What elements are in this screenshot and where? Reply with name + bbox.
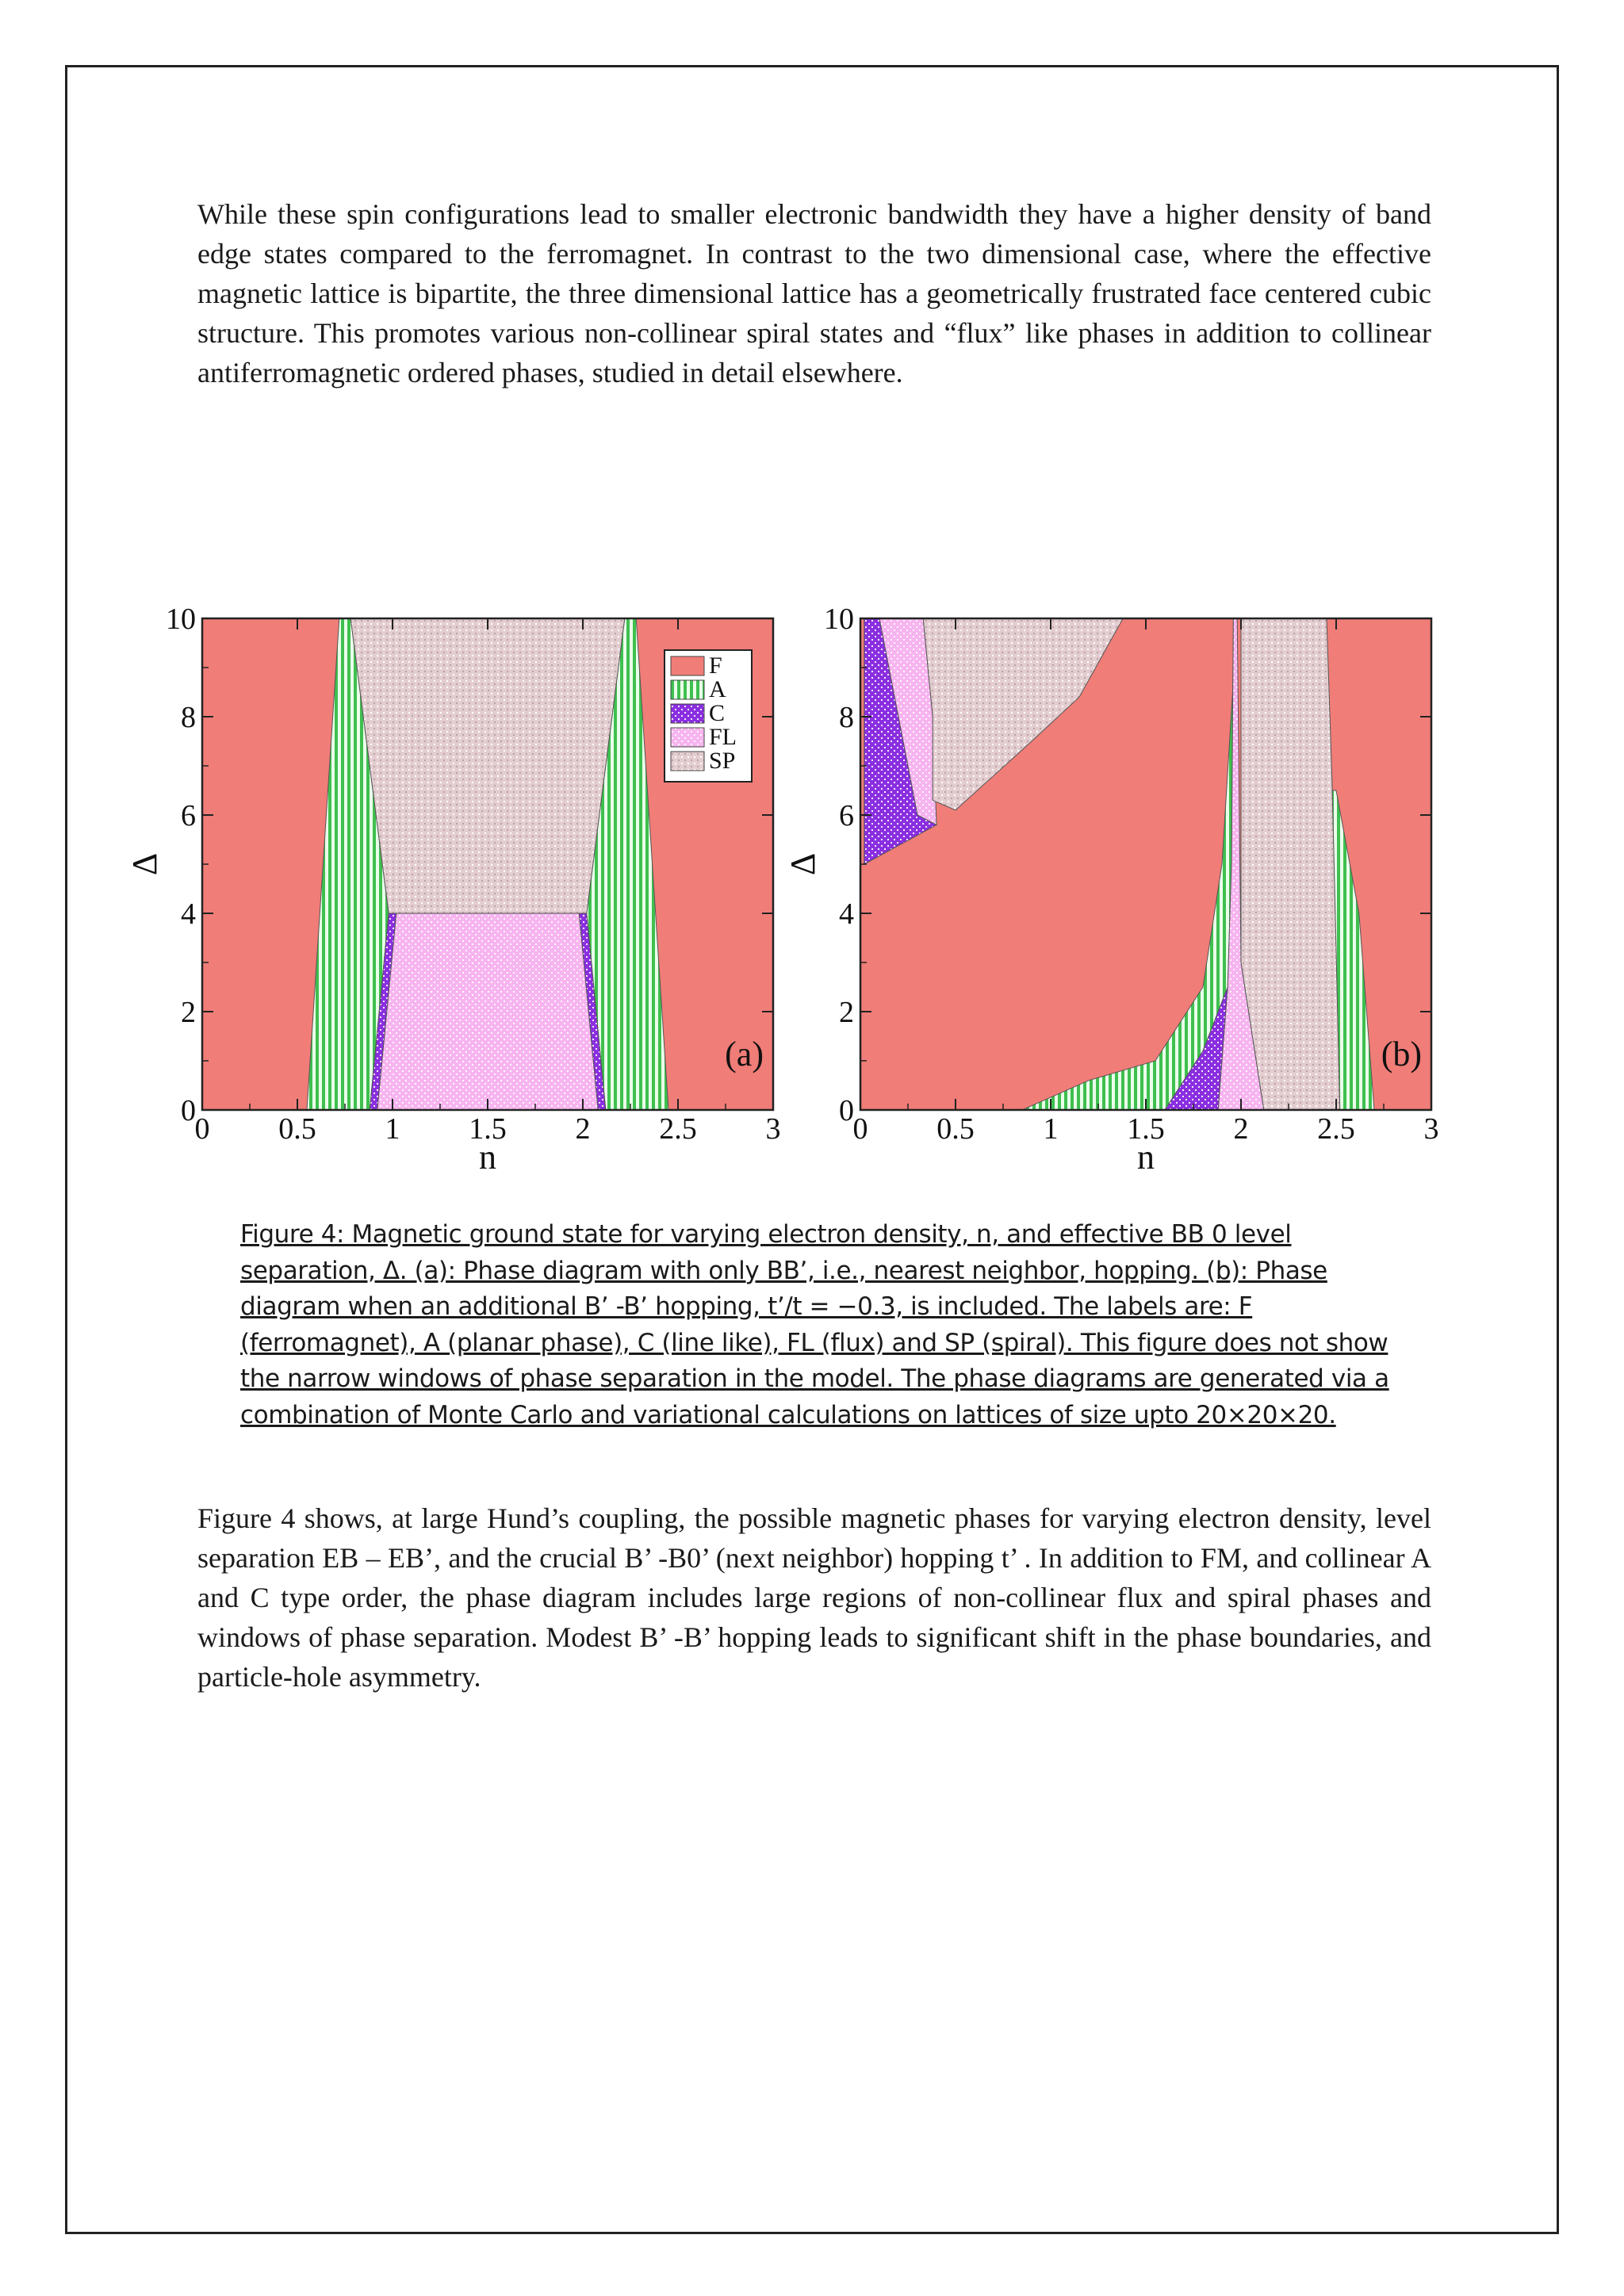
legend-swatch-C (671, 704, 704, 723)
y-tick-label: 10 (166, 603, 196, 636)
x-tick-label: 0.5 (278, 1112, 316, 1146)
y-tick-label: 0 (839, 1094, 854, 1127)
panel-label: (b) (1381, 1035, 1422, 1074)
legend-label-FL: FL (709, 724, 737, 750)
phase-region-SP (350, 618, 625, 913)
y-tick-label: 6 (181, 799, 196, 832)
y-tick-label: 6 (839, 799, 854, 832)
y-axis-title: Δ (125, 852, 164, 876)
x-tick-label: 2 (1233, 1112, 1249, 1146)
x-tick-label: 2 (575, 1112, 591, 1146)
y-tick-label: 4 (839, 897, 854, 931)
figure-caption: Figure 4: Magnetic ground state for varying electron density, n, and effective BB 0 level separation, Δ. (a): Phase diagram with only BB’, i.e., nearest neighbor, hopping. (b): Phase diagram when an additional B’ -B’ hopping, t’/t = −0.3, is included. The labels are: F (ferromagnet), A (planar phase), C (line like), FL (flux) and SP (spiral). This figure does not show the narrow windows of phase separation in the model. The phase diagrams are generated via a combination of Monte Carlo and variational calculations on lattices of size upto 20×20×20. (240, 1220, 1389, 1429)
legend-swatch-A (671, 680, 704, 699)
phase-region-SP (1241, 618, 1340, 1110)
y-tick-label: 4 (181, 897, 196, 931)
x-tick-label: 1.5 (1127, 1112, 1165, 1146)
y-axis-title: Δ (783, 852, 822, 876)
legend-swatch-FL (671, 728, 704, 747)
phase-region-FL (377, 913, 598, 1110)
x-tick-label: 2.5 (1317, 1112, 1355, 1146)
legend-label-F: F (709, 652, 722, 679)
x-axis-title: n (1137, 1138, 1155, 1177)
legend-label-SP: SP (709, 748, 736, 774)
figure-4 (119, 591, 1515, 1193)
legend-swatch-F (671, 656, 704, 675)
x-axis-title: n (479, 1138, 496, 1177)
y-tick-label: 10 (824, 603, 854, 636)
x-tick-label: 1 (385, 1112, 400, 1146)
y-tick-label: 8 (181, 701, 196, 734)
y-tick-label: 8 (839, 701, 854, 734)
x-tick-label: 0 (194, 1112, 210, 1146)
discussion-paragraph: Figure 4 shows, at large Hund’s coupling, the possible magnetic phases for varying electron density, level separation EB – EB’, and the crucial B’ -B0’ (next neighbor) hopping t’ . In addition to FM, and collinear A and C type order, the phase diagram includes large regions of non-collinear flux and spiral phases and windows of phase separation. Modest B’ -B’ hopping leads to significant shift in the phase boundaries, and particle-hole asymmetry. (197, 1502, 1431, 1693)
legend (665, 650, 752, 782)
intro-paragraph: While these spin configurations lead to smaller electronic bandwidth they have a higher density of band edge states compared to the ferromagnet. In contrast to the two dimensional case, where the effective magnetic lattice is bipartite, the three dimensional lattice has a geometrically frustrated face centered cubic structure. This promotes various non-collinear spiral states and “flux” like phases in addition to collinear antiferromagnetic ordered phases, studied in detail elsewhere. (197, 198, 1431, 388)
x-tick-label: 2.5 (659, 1112, 697, 1146)
legend-label-C: C (709, 700, 726, 726)
x-tick-label: 1 (1043, 1112, 1059, 1146)
y-tick-label: 2 (181, 996, 196, 1029)
legend-label-A: A (709, 676, 726, 702)
legend-swatch-SP (671, 752, 704, 771)
x-tick-label: 3 (765, 1112, 781, 1146)
x-tick-label: 0 (852, 1112, 868, 1146)
x-tick-label: 0.5 (936, 1112, 975, 1146)
panel-label: (a) (725, 1035, 764, 1074)
panel-b (783, 603, 1439, 1177)
y-tick-label: 0 (181, 1094, 196, 1127)
y-tick-label: 2 (839, 996, 854, 1029)
x-tick-label: 3 (1423, 1112, 1439, 1146)
x-tick-label: 1.5 (469, 1112, 507, 1146)
